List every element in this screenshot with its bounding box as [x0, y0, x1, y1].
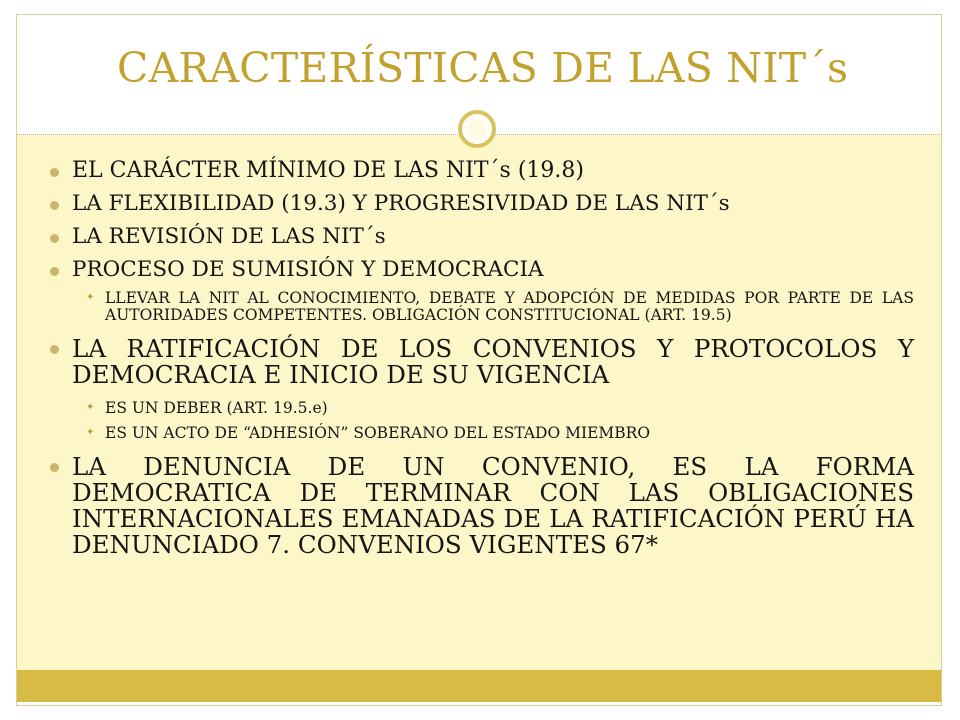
sub-list-item-text: LLEVAR LA NIT AL CONOCIMIENTO, DEBATE Y ADOPCIÓN DE MEDIDAS POR PARTE DE LAS AUTORIDADES COMPETENTES. OBLIGACIÓN CONSTITUCIONAL (ART. 19.5) [105, 289, 914, 324]
four-point-star-bullet-icon: ✦ [86, 292, 95, 303]
list-item [48, 259, 914, 281]
sub-list-item [48, 400, 914, 417]
list-item [48, 454, 914, 558]
sub-list-item [48, 290, 914, 324]
bullet-list [48, 160, 914, 568]
list-item [48, 226, 914, 248]
footer-bar [16, 670, 942, 702]
list-item-text: LA DENUNCIA DE UN CONVENIO, ES LA FORMA DEMOCRATICA DE TERMINAR CON LAS OBLIGACIONES INTERNACIONALES EMANADAS DE LA RATIFICACIÓN PERÚ HA DENUNCIADO 7. CONVENIOS VIGENTES 67* [72, 452, 914, 559]
four-point-star-bullet-icon: ✦ [86, 402, 95, 413]
list-item-text: EL CARÁCTER MÍNIMO DE LAS NIT´s (19.8) [72, 158, 584, 183]
list-item-text: PROCESO DE SUMISIÓN Y DEMOCRACIA [72, 257, 544, 282]
list-item [48, 160, 914, 182]
four-point-star-bullet-icon: ✦ [86, 427, 95, 438]
round-bullet-icon [50, 463, 59, 472]
round-bullet-icon [50, 267, 59, 276]
sub-list-item [48, 425, 914, 442]
slide-title: CARACTERÍSTICAS DE LAS NIT´s [117, 44, 849, 92]
list-item-text: LA REVISIÓN DE LAS NIT´s [72, 224, 386, 249]
sub-list-item-text: ES UN DEBER (ART. 19.5.e) [105, 399, 328, 417]
round-bullet-icon [50, 234, 59, 243]
round-bullet-icon [50, 168, 59, 177]
list-item-text: LA FLEXIBILIDAD (19.3) Y PROGRESIVIDAD DE LAS NIT´s [72, 191, 730, 216]
round-bullet-icon [50, 201, 59, 210]
list-item [48, 336, 914, 388]
sub-list-item-text: ES UN ACTO DE “ADHESIÓN” SOBERANO DEL ESTADO MIEMBRO [105, 424, 651, 442]
list-item-text: LA RATIFICACIÓN DE LOS CONVENIOS Y PROTOCOLOS Y DEMOCRACIA E INICIO DE SU VIGENCIA [72, 334, 914, 389]
round-bullet-icon [50, 345, 59, 354]
list-item [48, 193, 914, 215]
divider-ornament-inner-ring [465, 117, 489, 141]
